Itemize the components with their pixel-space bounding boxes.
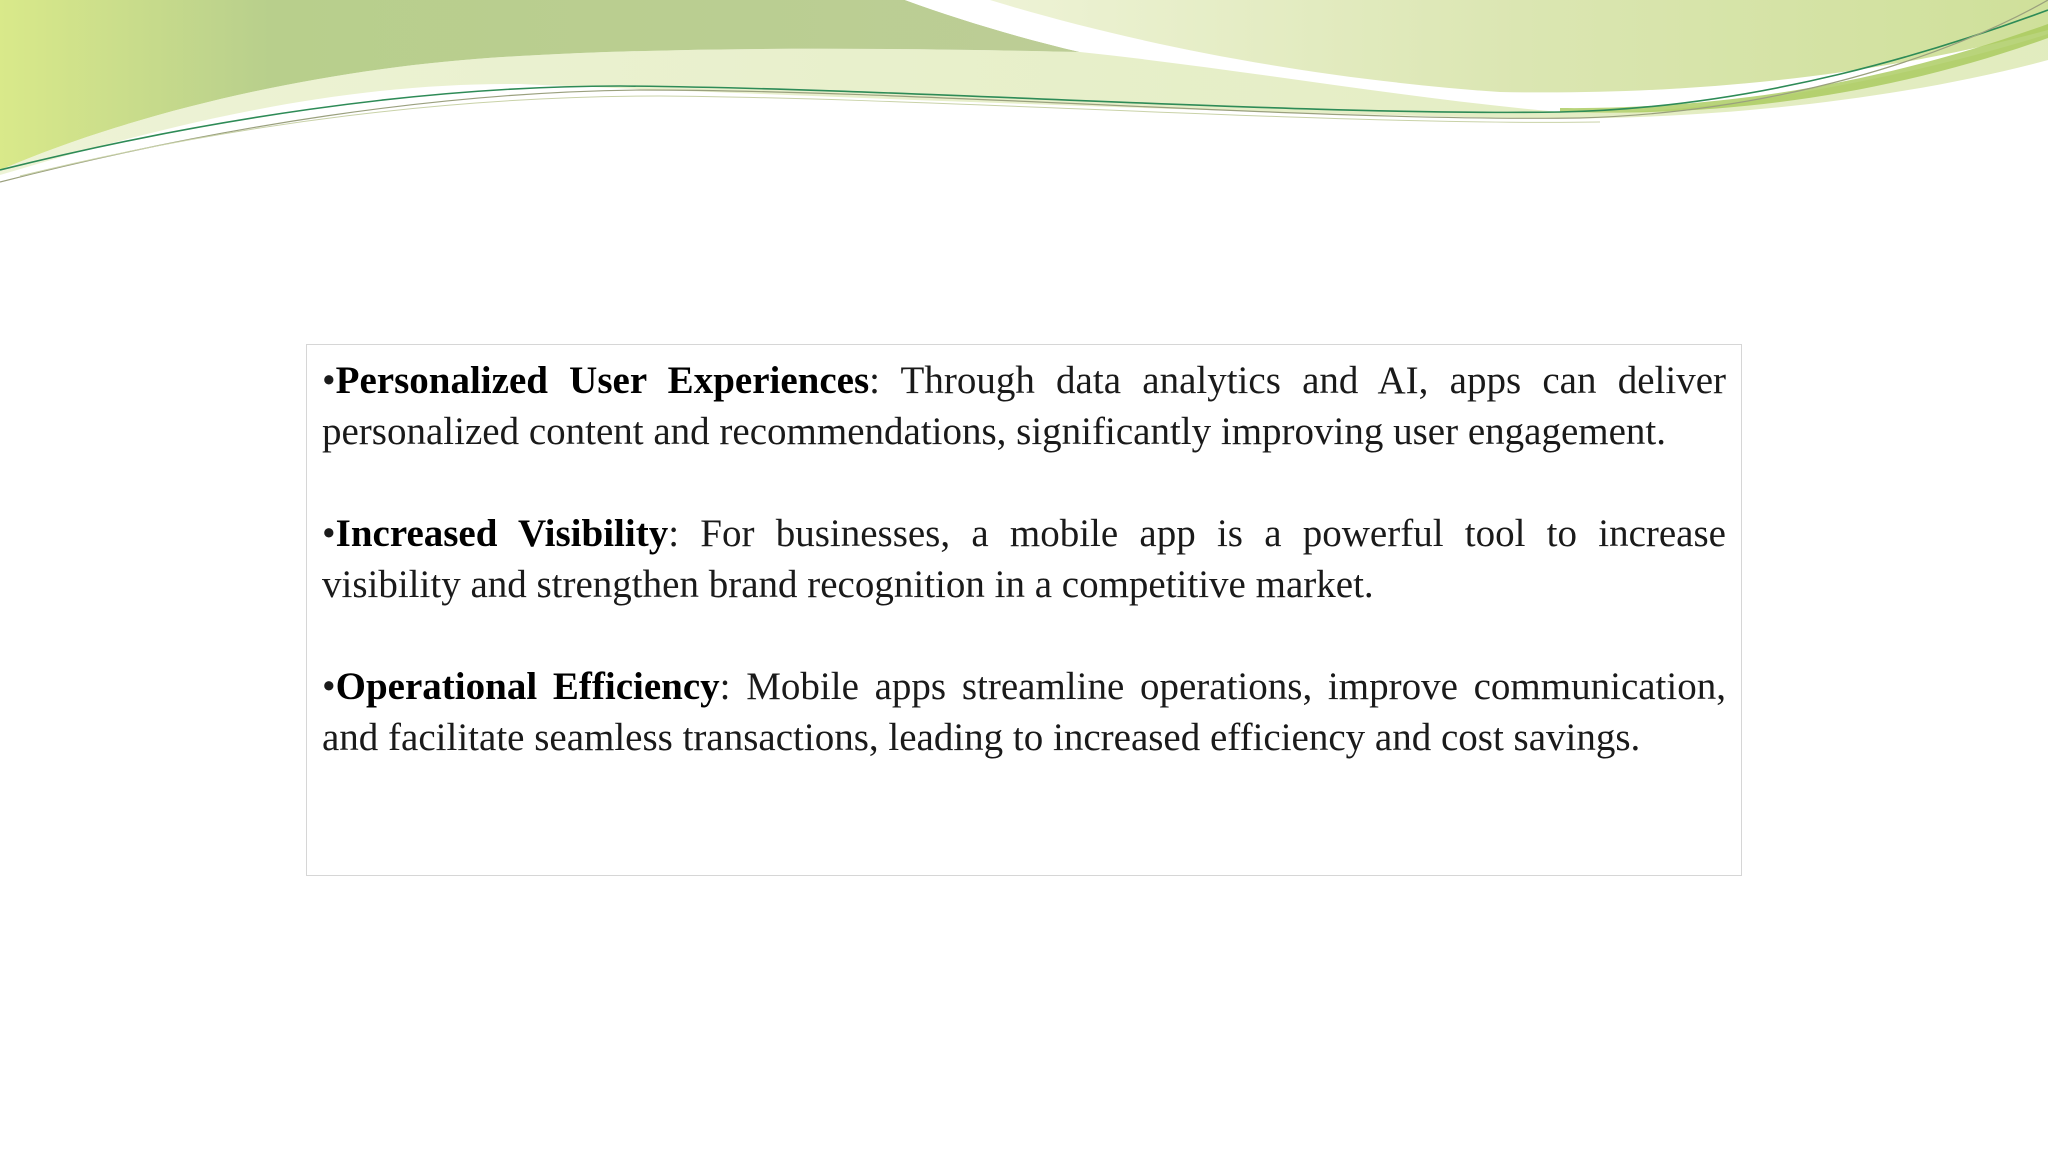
bullet-title: Operational Efficiency — [335, 665, 720, 708]
bullet-marker: • — [322, 665, 336, 708]
bullet-body: For businesses, a mobile app is a powerful tool to increase visibility and strengthen brand recognition in a competitive market. — [322, 512, 1726, 606]
paragraph-spacer — [322, 610, 1726, 661]
bullet-body: Through data analytics and AI, apps can deliver personalized content and recommendations, significantly improving user engagement. — [322, 359, 1726, 453]
paragraph-spacer — [322, 457, 1726, 508]
header-wave-decoration — [0, 0, 2048, 190]
bullet-increased-visibility — [322, 508, 1726, 610]
bullet-title: Increased Visibility — [335, 512, 669, 555]
bullet-body: Mobile apps streamline operations, improve communication, and facilitate seamless transactions, leading to increased efficiency and cost savings. — [322, 665, 1726, 759]
bullet-marker: • — [322, 359, 336, 402]
bullet-operational-efficiency — [322, 661, 1726, 763]
content-text-box — [306, 344, 1742, 876]
bullet-marker: • — [322, 512, 336, 555]
bullet-separator: : — [719, 665, 731, 708]
bullet-title: Personalized User Experiences — [335, 359, 870, 402]
bullet-separator: : — [668, 512, 680, 555]
bullet-personalized-user-experiences — [322, 355, 1726, 457]
bullet-separator: : — [869, 359, 880, 402]
